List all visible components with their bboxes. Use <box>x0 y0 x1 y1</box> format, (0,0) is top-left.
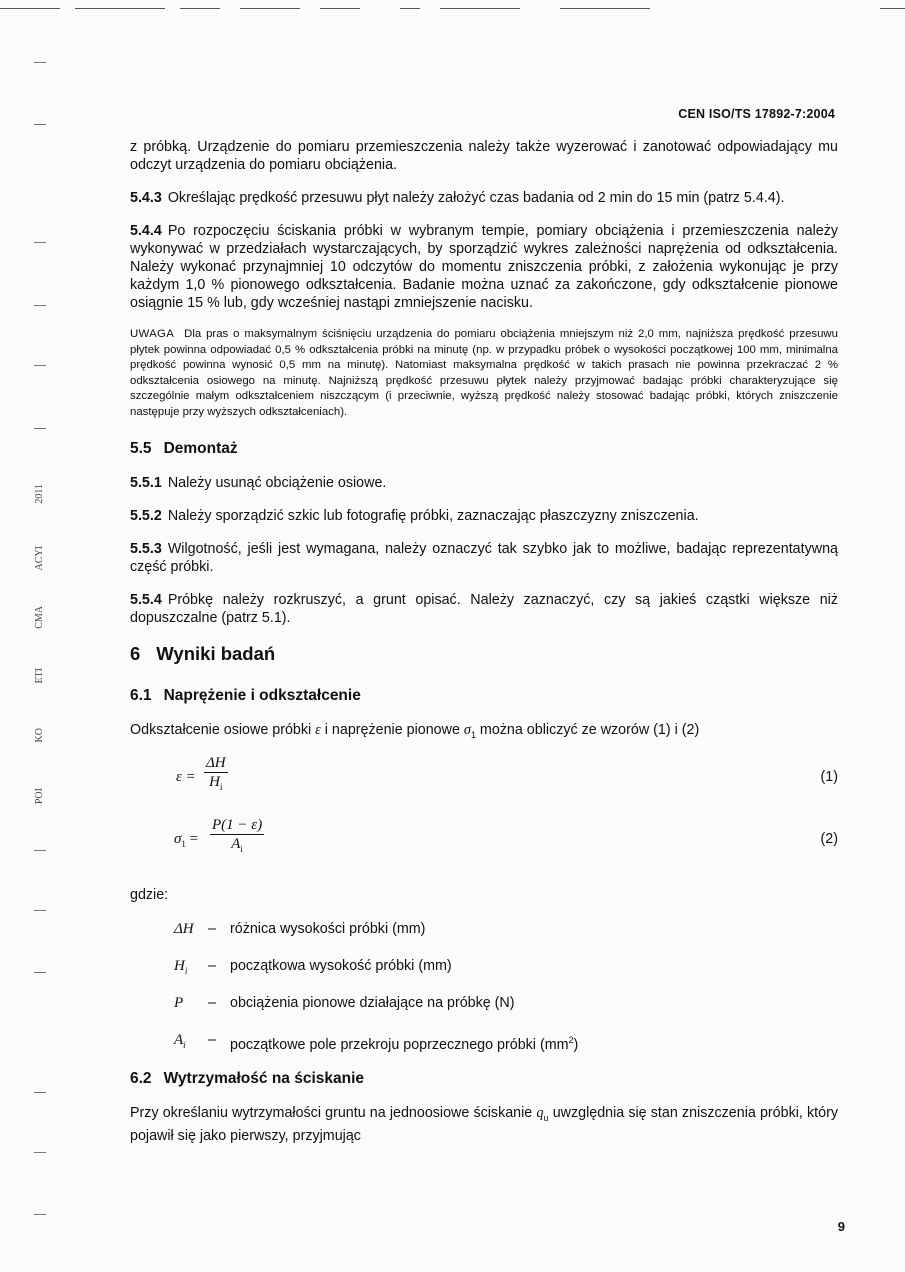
section-number: 6 <box>130 643 141 664</box>
margin-mark: KO <box>34 728 45 743</box>
symbol-definitions <box>174 920 838 1068</box>
definition-dash: – <box>208 994 216 1011</box>
numerator: P(1 − ε) <box>212 816 263 833</box>
denominator-symbol: H <box>209 773 220 790</box>
definition-symbol: P <box>174 994 184 1011</box>
equation-lhs <box>174 830 198 853</box>
clause-text: Wilgotność, jeśli jest wymagana, należy oznaczyć tak szybko jak to możliwe, badając reprezentatywną część próbki. <box>130 541 838 575</box>
paragraph-5-5-4 <box>130 591 838 627</box>
text-run: Odkształcenie osiowe próbki <box>130 722 316 738</box>
section-number: 6.2 <box>130 1069 152 1087</box>
margin-mark: ETI <box>34 668 45 684</box>
denominator-subscript: i <box>219 781 223 792</box>
equation-fraction <box>204 754 228 796</box>
clause-number: 5.4.4 <box>130 223 162 239</box>
clause-number: 5.5.3 <box>130 541 162 557</box>
margin-dash <box>34 428 46 429</box>
text-run: i naprężenie pionowe <box>320 722 464 738</box>
margin-dash <box>34 850 46 851</box>
section-6-heading <box>130 645 838 663</box>
margin-dash <box>34 1214 46 1215</box>
superscript: 2 <box>568 1034 574 1045</box>
text-run: ) <box>573 1036 579 1053</box>
text-run: Przy określaniu wytrzymałości gruntu na jednoosiowe ściskanie <box>130 1104 537 1121</box>
section-6-2-heading <box>130 1070 838 1088</box>
definition-row <box>174 1031 838 1068</box>
definition-text: obciążenia pionowe działające na próbkę (N) <box>230 994 515 1011</box>
paragraph-5-5-3 <box>130 540 838 576</box>
intro-6-1 <box>130 721 838 744</box>
sigma-subscript: 1 <box>470 729 476 740</box>
denominator <box>210 835 264 858</box>
note-block <box>130 327 838 420</box>
clause-number: 5.4.3 <box>130 190 162 206</box>
text-run: uwzględnia się stan zniszczenia próbki, który pojawił się jako pierwszy, przyjmując <box>130 1104 838 1144</box>
lhs-symbol: σ <box>174 830 182 847</box>
definition-symbol: ΔH <box>174 920 194 937</box>
clause-text: Po rozpoczęciu ściskania próbki w wybranym tempie, pomiary obciążenia i przemieszczenia należy wykonywać w przedziałach wystarczających, by sporządzić wykres zależności naprężenia od odkształcenia. Należy wykonać przynajmniej 10 odczytów do momentu zniszczenia próbki, z założenia wykonując je przy każdym 1,0 % pionowego odkształcenia. Badanie można uznać za zakończone, gdy odkształcenie pionowe osiągnie 15 % lub, gdy wcześniej nastąpi zmniejszenie nacisku. <box>130 223 838 311</box>
section-title: Wyniki badań <box>156 643 276 664</box>
page-number: 9 <box>837 1219 845 1234</box>
clause-number: 5.5.4 <box>130 592 162 608</box>
section-5-5-heading <box>130 440 838 458</box>
numerator: ΔH <box>206 754 226 771</box>
equation-fraction <box>210 816 264 858</box>
text-run: początkowe pole przekroju poprzecznego próbki (mm <box>230 1036 569 1053</box>
clause-number: 5.5.2 <box>130 508 162 524</box>
definition-row <box>174 957 838 994</box>
definition-text <box>230 1031 578 1054</box>
margin-dash <box>34 1092 46 1093</box>
definition-row <box>174 994 838 1031</box>
definition-dash: – <box>208 1031 216 1048</box>
symbol-subscript: i <box>183 1039 186 1050</box>
margin-mark: 2011 <box>34 484 45 504</box>
margin-mark: POI <box>34 788 45 805</box>
page-body <box>130 138 838 1160</box>
section-title: Wytrzymałość na ściskanie <box>163 1069 365 1087</box>
section-title: Demontaż <box>163 440 238 457</box>
where-label: gdzie: <box>130 886 169 903</box>
paragraph-5-5-2 <box>130 507 838 525</box>
definition-text: początkowa wysokość próbki (mm) <box>230 957 452 974</box>
paragraph-5-4-4 <box>130 222 838 312</box>
equation-number: (2) <box>820 830 838 847</box>
equals-sign: = <box>189 830 199 847</box>
section-number: 5.5 <box>130 440 152 457</box>
margin-mark: ACYI <box>34 546 45 571</box>
equation-number: (1) <box>820 768 838 785</box>
document-header-id: CEN ISO/TS 17892-7:2004 <box>678 107 835 121</box>
qu-subscript: u <box>543 1112 549 1123</box>
continuation-paragraph: z próbką. Urządzenie do pomiaru przemieszczenia należy także wyzerować i zanotować odpowiadający mu odczyt urządzenia do pomiaru obciążenia. <box>130 139 838 173</box>
definition-dash: – <box>208 957 216 974</box>
note-text: Dla pras o maksymalnym ściśnięciu urządzenia do pomiaru obciążenia mniejszym niż 2,0 mm, najniższa prędkość przesuwu płytek powinna odpowiadać 0,5 % odkształcenia próbki na minutę (np. w przypadku próbek o wysokości początkowej 100 mm, minimalna prędkość powinna wynosić 0,5 mm na minutę). Natomiast maksymalna prędkość w takich prasach nie powinna przekraczać 2 % odkształcenia osiowego na minutę. Najniższą prędkość przesuwu płytek należy przyjmować badając próbki charakteryzujące się szczególnie małym odkształceniem niszczącym (i przeciwnie, wyższą prędkość należy stosować badając próbki, których zniszczenie następuje przy wyższych odkształceniach). <box>130 328 838 418</box>
denominator-symbol: A <box>231 835 241 852</box>
clause-text: Należy usunąć obciążenie osiowe. <box>167 475 387 491</box>
margin-dash <box>34 124 46 125</box>
margin-dash <box>34 1152 46 1153</box>
margin-dash <box>34 365 46 366</box>
margin-mark: CMA <box>34 606 45 629</box>
note-label: UWAGA <box>130 328 175 340</box>
section-title: Naprężenie i odkształcenie <box>163 687 361 704</box>
margin-dash <box>34 242 46 243</box>
equation-lhs: ε = <box>176 768 196 785</box>
paragraph-5-5-1 <box>130 474 838 492</box>
margin-dash <box>34 62 46 63</box>
section-6-1-heading <box>130 687 838 705</box>
equation-1 <box>130 754 838 812</box>
symbol-subscript: i <box>184 965 188 976</box>
symbol-letter: A <box>174 1031 184 1048</box>
epsilon-symbol: ε <box>315 722 321 738</box>
scan-top-border <box>0 8 905 12</box>
definition-symbol <box>174 1031 208 1054</box>
denominator <box>204 773 228 796</box>
lhs-subscript: 1 <box>181 838 186 849</box>
equation-2 <box>130 816 838 886</box>
clause-text: Określając prędkość przesuwu płyt należy założyć czas badania od 2 min do 15 min (patrz 5.4.4). <box>167 190 785 206</box>
definition-row <box>174 920 838 957</box>
section-number: 6.1 <box>130 687 152 704</box>
symbol-letter: H <box>174 957 185 974</box>
margin-dash <box>34 305 46 306</box>
definition-dash: – <box>208 920 216 937</box>
definition-text: różnica wysokości próbki (mm) <box>230 920 426 937</box>
paragraph-6-2 <box>130 1104 838 1145</box>
clause-text: Należy sporządzić szkic lub fotografię próbki, zaznaczając płaszczyzny zniszczenia. <box>167 508 699 524</box>
paragraph-5-4-3 <box>130 189 838 207</box>
text-run: można obliczyć ze wzorów (1) i (2) <box>475 722 700 738</box>
margin-dash <box>34 910 46 911</box>
clause-text: Próbkę należy rozkruszyć, a grunt opisać. Należy zaznaczyć, czy są jakieś cząstki większe niż dopuszczalne (patrz 5.1). <box>130 592 838 626</box>
sigma-symbol: σ <box>463 722 471 738</box>
margin-dash <box>34 972 46 973</box>
clause-number: 5.5.1 <box>130 475 162 491</box>
denominator-subscript: i <box>240 843 243 854</box>
qu-symbol: q <box>536 1104 544 1121</box>
definition-symbol <box>174 957 208 980</box>
